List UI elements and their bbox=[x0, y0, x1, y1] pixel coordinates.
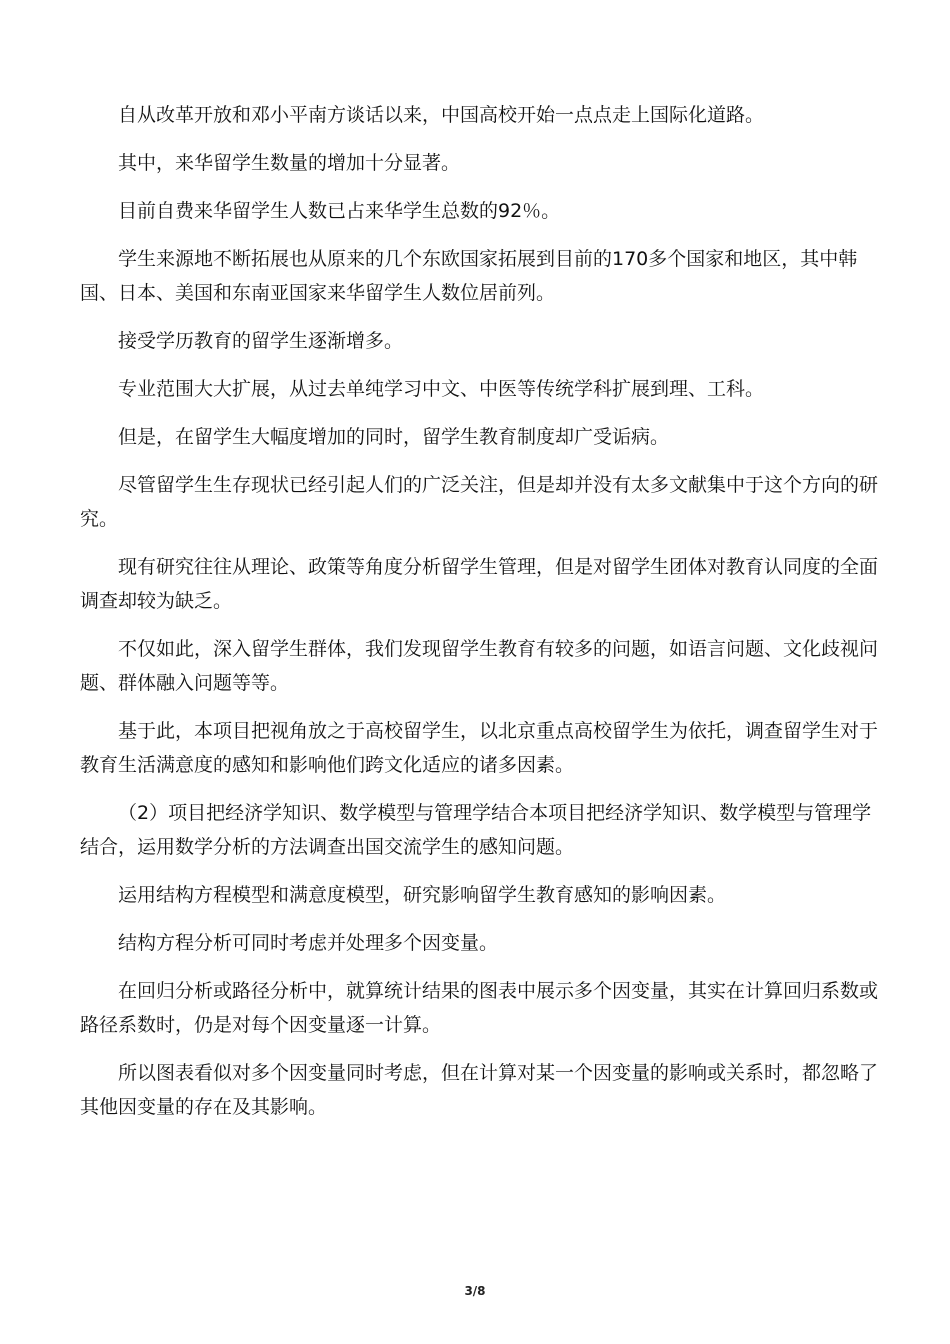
paragraph-1: 自从改革开放和邓小平南方谈话以来，中国高校开始一点点走上国际化道路。 bbox=[118, 104, 765, 126]
paragraph-4: 学生来源地不断拓展也从原来的几个东欧国家拓展到目前的170多个国家和地区，其中韩国、日本、美国和东南亚国家来华留学生人数位居前列。 bbox=[80, 248, 858, 304]
paragraph-15: 在回归分析或路径分析中，就算统计结果的图表中展示多个因变量，其实在计算回归系数或路径系数时，仍是对每个因变量逐一计算。 bbox=[80, 980, 879, 1036]
paragraph-2: 其中，来华留学生数量的增加十分显著。 bbox=[118, 152, 461, 174]
paragraph-11: 基于此，本项目把视角放之于高校留学生，以北京重点高校留学生为依托，调查留学生对于教育生活满意度的感知和影响他们跨文化适应的诸多因素。 bbox=[80, 720, 879, 776]
paragraph-5: 接受学历教育的留学生逐渐增多。 bbox=[118, 330, 404, 352]
paragraph-16: 所以图表看似对多个因变量同时考虑，但在计算对某一个因变量的影响或关系时，都忽略了其他因变量的存在及其影响。 bbox=[80, 1062, 879, 1118]
paragraph-8: 尽管留学生生存现状已经引起人们的广泛关注，但是却并没有太多文献集中于这个方向的研究。 bbox=[80, 474, 879, 530]
paragraph-6: 专业范围大大扩展，从过去单纯学习中文、中医等传统学科扩展到理、工科。 bbox=[118, 378, 765, 400]
paragraph-12: （2）项目把经济学知识、数学模型与管理学结合本项目把经济学知识、数学模型与管理学结合，运用数学分析的方法调查出国交流学生的感知问题。 bbox=[80, 802, 872, 858]
paragraph-14: 结构方程分析可同时考虑并处理多个因变量。 bbox=[118, 932, 499, 954]
paragraph-10: 不仅如此，深入留学生群体，我们发现留学生教育有较多的问题，如语言问题、文化歧视问题、群体融入问题等等。 bbox=[80, 638, 879, 694]
page-number: 3/8 bbox=[464, 1284, 486, 1298]
paragraph-9: 现有研究往往从理论、政策等角度分析留学生管理，但是对留学生团体对教育认同度的全面调查却较为缺乏。 bbox=[80, 556, 879, 612]
paragraph-7: 但是，在留学生大幅度增加的同时，留学生教育制度却广受诟病。 bbox=[118, 426, 670, 448]
body-text bbox=[80, 98, 880, 1138]
paragraph-3: 目前自费来华留学生人数已占来华学生总数的92％。 bbox=[118, 200, 561, 222]
paragraph-13: 运用结构方程模型和满意度模型，研究影响留学生教育感知的影响因素。 bbox=[118, 884, 727, 906]
